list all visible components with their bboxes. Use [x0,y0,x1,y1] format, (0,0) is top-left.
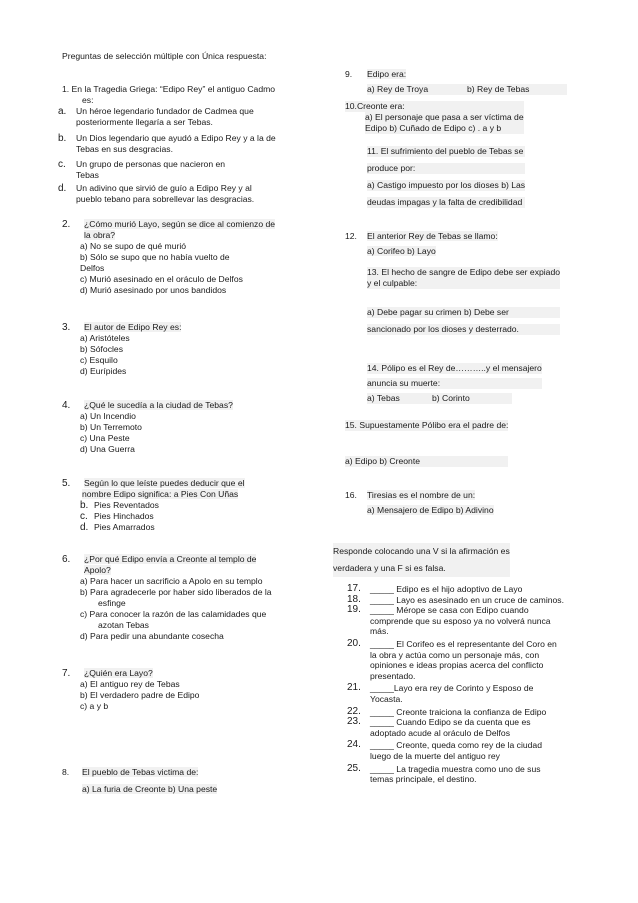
option-text: Pies Hinchados [94,511,154,521]
item-text[interactable]: _____Layo era rey de Corinto y Esposo de [370,683,534,694]
tf-item-21 [347,683,564,704]
item-text-cont: presentado. [370,670,416,681]
question-14-option-b[interactable]: b) Corinto [432,393,512,404]
question-number: 2. [62,219,71,230]
item-text-cont: adoptado acude al oráculo de Delfos [370,727,510,738]
option-text: Un grupo de personas que nacieron en [76,159,226,169]
question-text: ¿Cómo murió Layo, según se dice al comienzo de [84,219,276,229]
question-12 [345,231,498,257]
question-3-option-d[interactable]: d) Eurípides [80,366,127,376]
item-text-cont: temas principale, el destino. [370,774,477,785]
option-text: Pies Amarrados [94,522,155,532]
item-text-cont: opiniones e ideas propias acerca del conflicto [370,660,544,671]
question-text: 10.Creonte era: [345,101,524,112]
item-number: 24. [347,739,361,751]
option-letter: d. [80,522,89,533]
question-1-option-c[interactable] [58,159,225,181]
question-text: 14. Pólipo es el Rey de………..y el mensajero [367,363,542,373]
option-letter: c. [58,159,66,170]
item-number: 18. [347,593,361,605]
question-9-option-a[interactable]: a) Rey de Troya [367,84,467,95]
question-number: 4. [62,400,71,411]
question-text: Edipo era: [367,69,407,79]
question-text-cont: Apolo? [84,565,111,575]
question-11 [367,146,525,208]
question-13 [367,267,560,335]
question-text-cont: anuncia su muerte: [367,378,542,389]
option-text: Un héroe legendario fundador de Cadmea que [76,106,254,116]
question-13-options-cont: sancionado por los dioses y desterrado. [367,324,560,335]
item-number: 22. [347,705,361,717]
question-4-option-d[interactable]: d) Una Guerra [80,444,135,454]
tf-item-22 [347,707,564,718]
option-text-cont: pueblo tebano para sobrellevar las desgracias. [76,194,255,204]
question-2 [62,219,275,296]
item-number: 21. [347,682,361,694]
true-false-instructions [333,543,510,577]
question-text: 15. Supuestamente Pólibo era el padre de: [345,420,509,430]
question-16-options[interactable]: a) Mensajero de Edipo b) Adivino [367,505,494,515]
question-text-cont: nombre Edipo significa: a Pies Con Uñas [82,489,239,499]
question-text: Tiresias es el nombre de un: [367,490,476,500]
question-13-options[interactable]: a) Debe pagar su crimen b) Debe ser [367,307,560,318]
tf-item-20 [347,639,564,681]
item-number: 17. [347,583,361,594]
option-text-cont: posteriormente llegaría a ser Tebas. [76,117,213,127]
question-4-option-c[interactable]: c) Una Peste [80,433,130,443]
item-text-cont: luego de la muerte del antiguo rey [370,750,500,761]
item-text-cont: Yocasta. [370,693,403,704]
question-15 [345,420,508,467]
option-letter: c. [80,511,88,522]
question-10 [345,101,524,134]
tf-item-24 [347,740,564,761]
question-4-option-b[interactable]: b) Un Terremoto [80,422,142,432]
question-1-option-d[interactable] [58,183,254,205]
item-text[interactable]: _____ Creonte traiciona la confianza de Edipo [370,706,547,717]
question-1-line-1: 1. En la Tragedia Griega: “Edipo Rey” el antiguo Cadmo [62,84,276,94]
tf-item-25 [347,764,564,785]
item-text[interactable]: _____ El Corifeo es el representante del Coro en [370,638,557,649]
item-text[interactable]: _____ Creonte, queda como rey de la ciudad [370,740,542,751]
question-text: 13. El hecho de sangre de Edipo debe ser expiado [367,267,561,277]
question-6-option-c[interactable]: c) Para conocer la razón de las calamidades que [80,609,267,619]
question-number: 9. [345,69,353,79]
option-letter: b. [58,133,67,144]
question-number: 3. [62,322,71,333]
option-text: Un adivino que sirvió de guío a Edipo Rey y al [76,183,252,193]
question-6-option-b[interactable]: b) Para agradecerle por haber sido liberados de la [80,587,272,597]
question-9-option-b[interactable]: b) Rey de Tebas [467,84,567,95]
option-text-cont: Tebas en sus desgracias. [76,144,173,154]
question-5-option-c[interactable] [80,511,245,522]
question-number: 5. [62,478,71,489]
option-text-cont: Tebas [76,170,99,180]
question-16 [345,490,494,516]
item-text-cont: más. [370,626,389,637]
question-1-option-a[interactable] [58,106,254,128]
item-number: 23. [347,716,361,728]
page-header: Preguntas de selección múltiple con Única respuesta: [62,51,267,61]
question-text: El anterior Rey de Tebas se llamo: [367,231,498,241]
question-7-option-c[interactable]: c) a y b [80,701,109,711]
item-text-cont: la obra y actúa como un personaje más, con [370,649,540,660]
question-text: El autor de Edipo Rey es: [84,322,182,332]
tf-item-17 [347,584,564,595]
question-number: 7. [62,668,71,679]
item-text[interactable]: _____ Cuando Edipo se da cuenta que es [370,717,531,728]
question-11-options[interactable]: a) Castigo impuesto por los dioses b) Las [367,180,526,190]
item-text[interactable]: _____ Mérope se casa con Edipo cuando [370,605,529,616]
item-text[interactable]: _____ Edipo es el hijo adoptivo de Layo [370,584,523,594]
question-15-options[interactable]: a) Edipo b) Creonte [345,456,508,467]
question-text: El pueblo de Tebas victima de: [82,767,199,777]
item-number: 25. [347,762,361,774]
question-6 [62,554,272,642]
question-2-option-b[interactable]: b) Sólo se supo que no había vuelto de [80,252,230,262]
question-2-option-d[interactable]: d) Murió asesinado por unos bandidos [80,285,227,295]
question-4 [62,400,233,455]
question-11-options-cont: deudas impagas y la falta de credibilidad [367,197,525,208]
question-6-option-b-cont: esfinge [98,598,126,608]
question-3-option-c[interactable]: c) Esquilo [80,355,118,365]
option-text: Pies Reventados [94,500,159,510]
question-12-options[interactable]: a) Corifeo b) Layo [367,246,436,256]
question-6-option-c-cont: azotan Tebas [98,620,149,630]
question-14 [367,363,542,404]
question-text: 11. El sufrimiento del pueblo de Tebas se [367,146,524,156]
option-letter: a. [58,106,67,117]
question-7-option-a[interactable]: a) El antiguo rey de Tebas [80,679,180,689]
question-1-option-b[interactable] [58,133,276,155]
question-3 [62,322,181,377]
question-8-options[interactable]: a) La furia de Creonte b) Una peste [82,784,218,794]
question-10-option-a[interactable]: a) El personaje que pasa a ser víctima de [365,112,524,122]
question-9 [345,69,567,95]
question-number: 12. [345,231,357,241]
item-number: 19. [347,604,361,616]
question-7-option-b[interactable]: b) El verdadero padre de Edipo [80,690,200,700]
tf-item-18 [347,595,564,606]
question-5 [62,478,245,533]
question-1-line-2: es: [82,95,94,105]
question-number: 6. [62,554,71,565]
item-text[interactable]: _____ Layo es asesinado en un cruce de caminos. [370,594,564,605]
question-10-options-bc[interactable]: Edipo b) Cuñado de Edipo c) . a y b [365,123,524,134]
item-text-cont: comprende que su esposo ya no volverá nunca [370,615,551,626]
instructions-line-2: verdadera y una F si es falsa. [333,560,510,577]
question-1 [62,84,275,106]
question-2-option-c[interactable]: c) Murió asesinado en el oráculo de Delfos [80,274,243,284]
question-5-option-b[interactable] [80,500,245,511]
question-text-cont: la obra? [84,230,116,240]
question-6-option-a[interactable]: a) Para hacer un sacrificio a Apolo en su templo [80,576,263,586]
instructions-line-1: Responde colocando una V si la afirmación es [333,543,510,560]
tf-item-19 [347,605,564,637]
question-6-option-d[interactable]: d) Para pedir una abundante cosecha [80,631,224,641]
option-text: Un Dios legendario que ayudó a Edipo Rey y a la de [76,133,276,143]
item-text[interactable]: _____ La tragedia muestra como uno de sus [370,763,541,774]
question-4-option-a[interactable]: a) Un Incendio [80,411,136,421]
option-letter: b. [80,500,89,511]
item-number: 20. [347,637,361,649]
question-2-option-b-cont: Delfos [80,263,105,273]
question-text: Según lo que leíste puedes deducir que el [84,478,245,488]
question-text-cont: y el culpable: [367,278,560,289]
question-14-option-a[interactable]: a) Tebas [367,393,432,404]
question-3-option-a[interactable]: a) Aristóteles [80,333,130,343]
question-number: 8. [62,767,70,777]
question-text: ¿Qué le sucedía a la ciudad de Tebas? [84,400,233,410]
question-text: ¿Por qué Edipo envía a Creonte al templo de [84,554,257,564]
question-3-option-b[interactable]: b) Sófocles [80,344,123,354]
question-2-option-a[interactable]: a) No se supo de qué murió [80,241,187,251]
tf-item-23 [347,717,564,738]
option-letter: d. [58,183,67,194]
question-7 [62,668,199,712]
question-text: ¿Quién era Layo? [84,668,153,678]
question-5-option-d[interactable] [80,522,245,533]
question-text-cont: produce por: [367,163,525,174]
question-number: 16. [345,490,357,500]
true-false-list [347,584,564,785]
question-8 [62,767,217,795]
